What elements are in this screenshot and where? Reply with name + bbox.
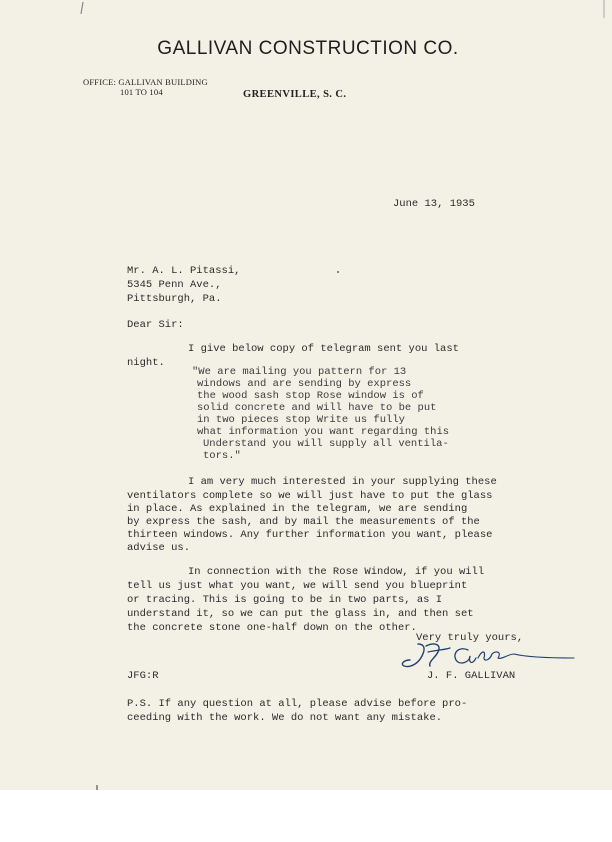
salutation: Dear Sir: xyxy=(127,319,184,331)
letter-date: June 13, 1935 xyxy=(393,198,475,210)
closing: Very truly yours, xyxy=(416,632,524,644)
telegram-line: windows and are sending by express xyxy=(197,378,412,390)
telegram-line: solid concrete and will have to be put xyxy=(197,402,437,414)
recipient-line: Mr. A. L. Pitassi, xyxy=(127,265,241,277)
recipient-line: Pittsburgh, Pa. xyxy=(127,293,222,305)
body-line: the concrete stone one-half down on the other. xyxy=(127,622,417,634)
body-line: in place. As explained in the telegram, we are sending xyxy=(127,503,468,515)
letterhead-company-name: GALLIVAN CONSTRUCTION CO. xyxy=(157,38,459,59)
scan-margin xyxy=(0,790,612,842)
telegram-line: the wood sash stop Rose window is of xyxy=(197,390,424,402)
body-line: ventilators complete so we will just have to put the glass xyxy=(127,490,493,502)
telegram-line: what information you want regarding this xyxy=(197,426,450,438)
body-line: I am very much interested in your supplying these xyxy=(188,476,497,488)
body-line: understand it, so we can put the glass in, and then set xyxy=(127,608,474,620)
body-line: I give below copy of telegram sent you last xyxy=(188,343,459,355)
postscript-line: ceeding with the work. We do not want any mistake. xyxy=(127,712,443,724)
recipient-line: 5345 Penn Ave., xyxy=(127,279,222,291)
body-line: or tracing. This is going to be in two parts, as I xyxy=(127,594,443,606)
letterhead-city: GREENVILLE, S. C. xyxy=(243,89,347,100)
reference-initials: JFG:R xyxy=(127,670,159,682)
telegram-line: in two pieces stop Write us fully xyxy=(197,414,405,426)
telegram-line: Understand you will supply all ventila- xyxy=(203,438,449,450)
body-line: night. xyxy=(127,357,165,369)
telegram-line: tors." xyxy=(203,450,241,462)
telegram-line: "We are mailing you pattern for 13 xyxy=(192,366,407,378)
body-line: advise us. xyxy=(127,542,191,554)
body-line: In connection with the Rose Window, if you will xyxy=(188,566,485,578)
body-line: thirteen windows. Any further information you want, please xyxy=(127,529,493,541)
handwritten-signature xyxy=(398,638,578,672)
postscript-line: P.S. If any question at all, please advise before pro- xyxy=(127,698,468,710)
letterhead-office-line: OFFICE: GALLIVAN BUILDING xyxy=(83,77,208,87)
letterhead-office-rooms: 101 TO 104 xyxy=(120,87,163,97)
signer-name: J. F. GALLIVAN xyxy=(427,670,516,682)
body-line: by express the sash, and by mail the measurements of the xyxy=(127,516,480,528)
body-line: tell us just what you want, we will send you blueprint xyxy=(127,580,468,592)
